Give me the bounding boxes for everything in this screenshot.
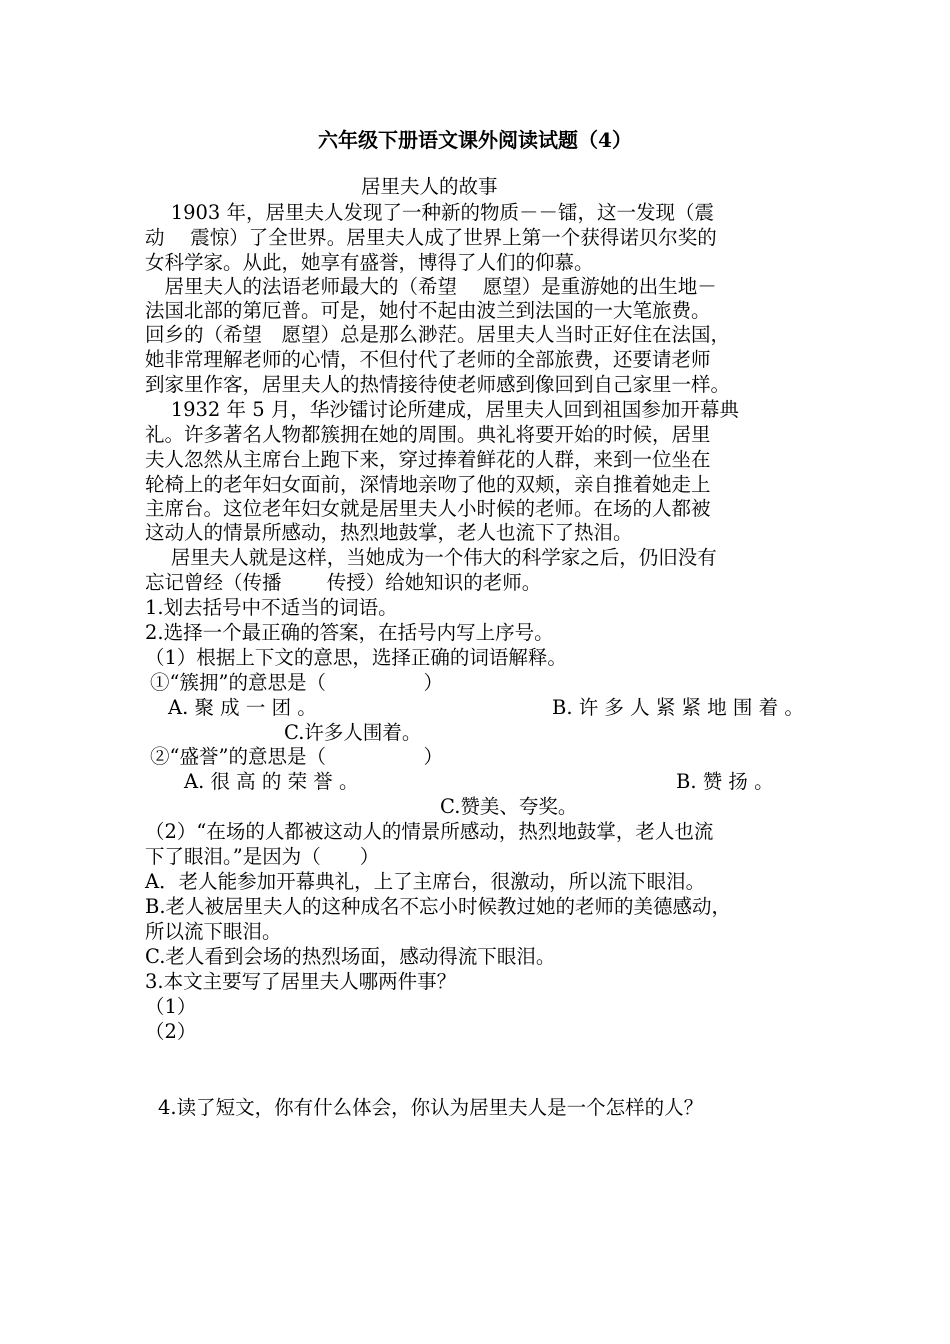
question-2-part-2-cont: 下了眼泪。”是因为（ ） — [145, 845, 380, 868]
passage-line: 主席台。这位老年妇女就是居里夫人小时候的老师。在场的人都被 — [145, 497, 711, 520]
question-2-part-2: （2）“在场的人都被这动人的情景所感动，热烈地鼓掌，老人也流 — [145, 820, 714, 843]
question-2: 2.选择一个最正确的答案，在括号内写上序号。 — [145, 621, 554, 644]
question-2-part-1: （1）根据上下文的意思，选择正确的词语解释。 — [145, 646, 567, 669]
passage-line: 夫人忽然从主席台上跑下来，穿过捧着鲜花的人群，来到一位坐在 — [145, 448, 711, 471]
option-b: B. 赞 扬 。 — [676, 770, 774, 793]
passage-line: 法国北部的第厄普。可是，她付不起由波兰到法国的一大笔旅费。 — [145, 299, 711, 322]
passage-line: 到家里作客，居里夫人的热情接待使老师感到像回到自己家里一样。 — [145, 373, 731, 396]
passage-line: 动 震惊）了全世界。居里夫人成了世界上第一个获得诺贝尔奖的 — [145, 226, 717, 249]
question-2-item-2: ②“盛誉”的意思是（ ） — [150, 745, 443, 768]
option-a: A. 聚 成 一 团 。 — [168, 696, 317, 719]
passage-line: 礼。许多著名人物都簇拥在她的周围。典礼将要开始的时候，居里 — [145, 423, 711, 446]
page-title: 六年级下册语文课外阅读试题（4） — [318, 128, 632, 152]
question-4: 4.读了短文，你有什么体会，你认为居里夫人是一个怎样的人？ — [158, 1096, 704, 1119]
option-a: A. 很 高 的 荣 誉 。 — [184, 770, 359, 793]
passage-line: 她非常理解老师的心情，不但付代了老师的全部旅费，还要请老师 — [145, 348, 711, 371]
question-1: 1.划去括号中不适当的词语。 — [145, 596, 398, 619]
question-2-item-1: ①“簇拥”的意思是（ ） — [150, 671, 443, 694]
passage-line: 这动人的情景所感动，热烈地鼓掌，老人也流下了热泪。 — [145, 521, 633, 544]
passage-line: 回乡的（希望 愿望）总是那么渺茫。居里夫人当时正好住在法国， — [145, 323, 731, 346]
passage-line: 居里夫人就是这样，当她成为一个伟大的科学家之后，仍旧没有 — [145, 546, 717, 569]
answer-line-1: （1） — [145, 995, 197, 1018]
passage-line: 轮椅上的老年妇女面前，深情地亲吻了他的双颊，亲自推着她走上 — [145, 473, 711, 496]
option-c: C.许多人围着。 — [284, 721, 422, 744]
option-c: C.老人看到会场的热烈场面，感动得流下眼泪。 — [145, 945, 556, 968]
option-c: C.赞美、夸奖。 — [440, 795, 578, 818]
question-3: 3.本文主要写了居里夫人哪两件事？ — [145, 970, 457, 993]
option-b: B. 许 多 人 紧 紧 地 围 着 。 — [552, 696, 804, 719]
passage-line: 1903 年，居里夫人发现了一种新的物质－－镭，这一发现（震 — [145, 201, 715, 224]
option-b: B.老人被居里夫人的这种成名不忘小时候教过她的老师的美德感动， — [145, 895, 732, 918]
option-a: A．老人能参加开幕典礼，上了主席台，很激动，所以流下眼泪。 — [145, 870, 706, 893]
passage-line: 女科学家。从此，她享有盛誉，博得了人们的仰慕。 — [145, 251, 594, 274]
answer-line-2: （2） — [145, 1020, 197, 1043]
passage-line: 忘记曾经（传播 传授）给她知识的老师。 — [145, 571, 542, 594]
option-b-cont: 所以流下眼泪。 — [145, 920, 282, 943]
story-title: 居里夫人的故事 — [361, 175, 498, 198]
passage-line: 1932 年 5 月，华沙镭讨论所建成，居里夫人回到祖国参加开幕典 — [145, 398, 739, 421]
passage-line: 居里夫人的法语老师最大的（希望 愿望）是重游她的出生地－ — [145, 275, 717, 298]
